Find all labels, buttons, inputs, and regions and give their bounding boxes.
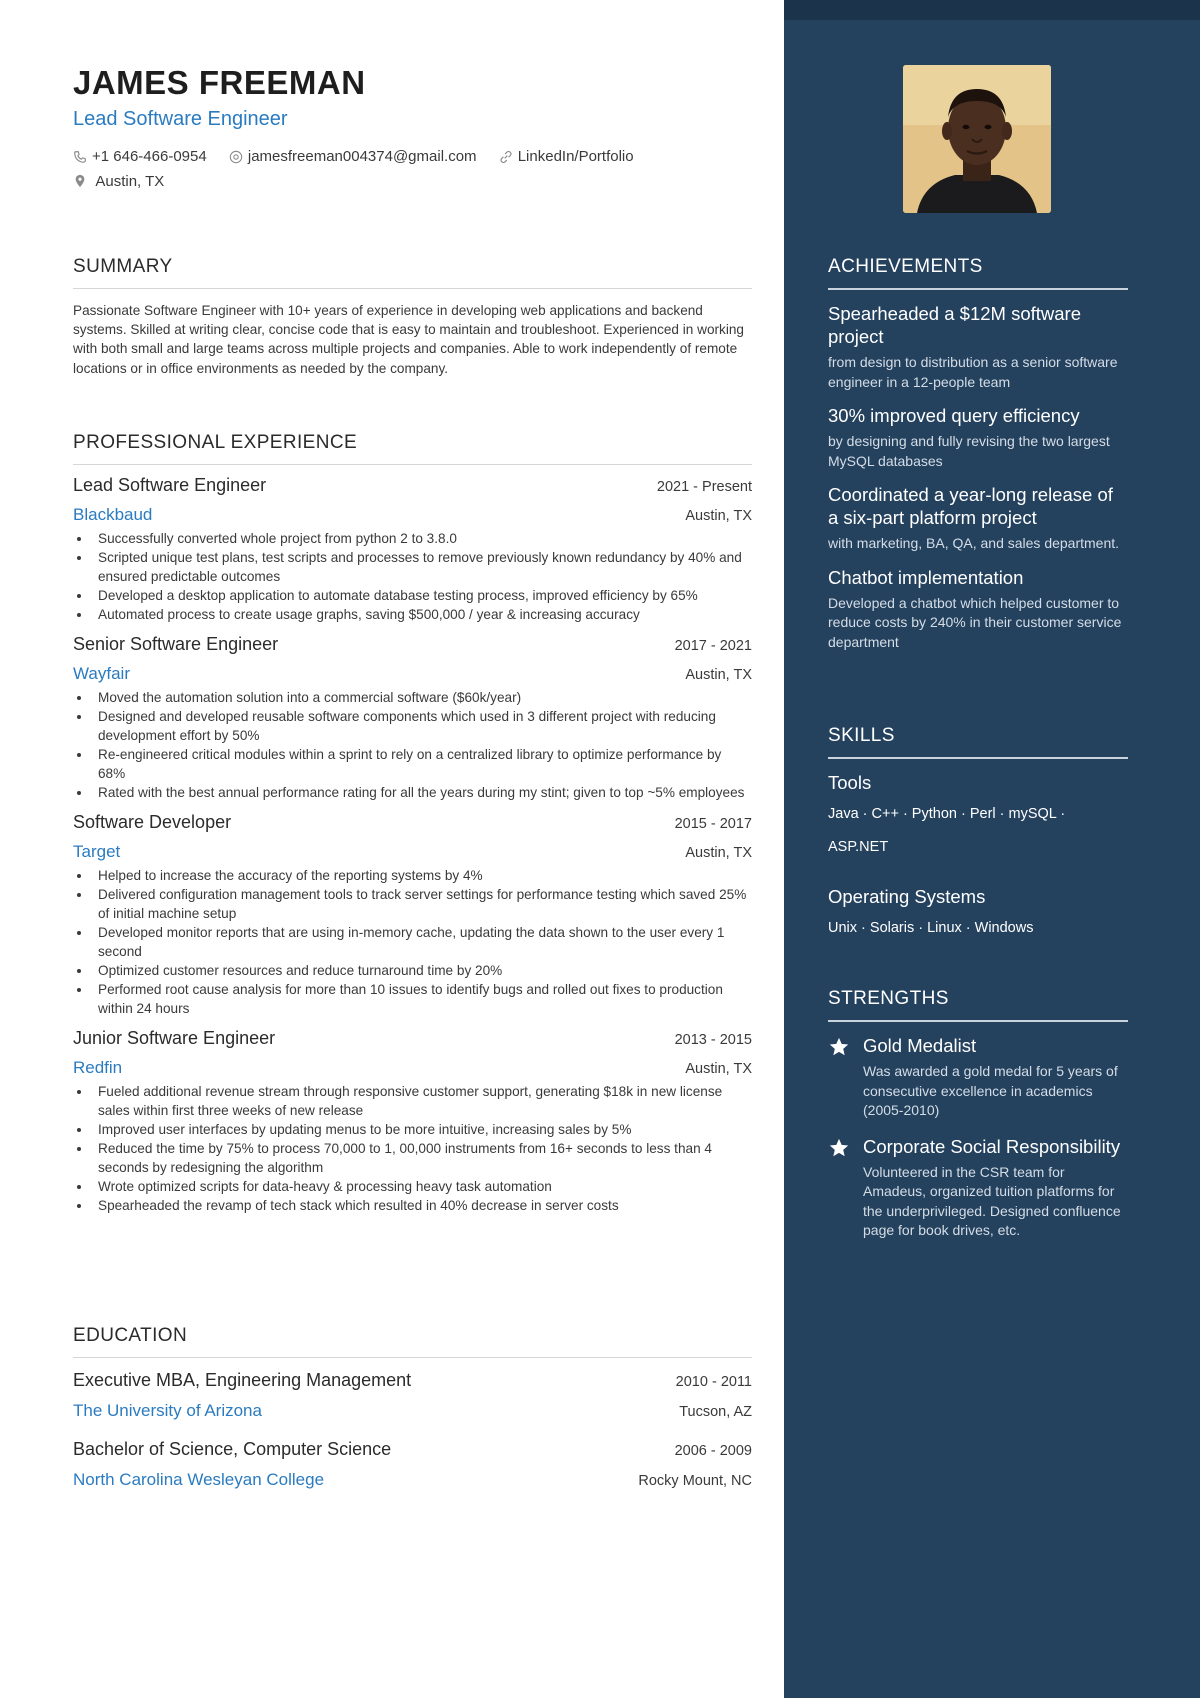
link-text: LinkedIn/Portfolio: [517, 148, 634, 165]
summary-title: SUMMARY: [73, 256, 752, 289]
school-name[interactable]: North Carolina Wesleyan College: [73, 1470, 325, 1489]
contact-phone[interactable]: [73, 146, 207, 168]
achievement-item: [828, 566, 1128, 653]
company-name[interactable]: Redfin: [73, 1058, 123, 1077]
achievement-heading: Spearheaded a $12M software project: [828, 303, 1082, 347]
summary-text: Passionate Software Engineer with 10+ years of experience in developing web applications and backend systems. Skilled at writing clear, concise code that is easy to maintain and troubleshoot. Experienced in working with both small and large teams across multiple projects and companies. Able to work independently of remote locations or in office environments as needed by the company.: [73, 303, 744, 376]
bullet-item: Performed root cause analysis for more than 10 issues to identify bugs and rolled out fixes to production within 24 hours: [98, 980, 752, 1018]
job-title: Senior Software Engineer: [73, 634, 279, 654]
job-dates: 2013 - 2015: [674, 1032, 752, 1048]
achievement-detail: Developed a chatbot which helped customer to reduce costs by 240% in their customer service department: [828, 594, 1122, 650]
skills-title: SKILLS: [828, 725, 1128, 759]
bullet-item: Developed a desktop application to automate database testing process, improved efficiency by 65%: [98, 586, 752, 605]
job-location: Austin, TX: [685, 1061, 752, 1077]
strength-heading: Corporate Social Responsibility: [863, 1135, 1121, 1157]
bullet-item: Fueled additional revenue stream through responsive customer support, generating $18k in new license sales within first three weeks of new release: [98, 1082, 752, 1120]
sidebar-top-band: [784, 0, 1200, 20]
bullet-item: Scripted unique test plans, test scripts and processes to remove previously known redundancy by 40% and ensured predictable outcomes: [98, 548, 752, 586]
bullet-item: Re-engineered critical modules within a sprint to rely on a centralized library to optimize performance by 68%: [98, 745, 752, 783]
skill-group-heading: Tools: [828, 772, 872, 793]
school-name[interactable]: The University of Arizona: [73, 1401, 262, 1420]
email-text: jamesfreeman004374@gmail.com: [247, 148, 477, 165]
achievement-heading: 30% improved query efficiency: [828, 405, 1080, 426]
school-location: Rocky Mount, NC: [638, 1473, 752, 1489]
experience-section: [73, 432, 752, 1215]
strengths-section: [828, 988, 1128, 1241]
job-bullets: [73, 866, 752, 1018]
candidate-role: Lead Software Engineer: [73, 108, 288, 130]
strength-item: [828, 1135, 1128, 1241]
achievements-section: [828, 256, 1128, 652]
sidebar: [784, 0, 1200, 1698]
strength-detail: Was awarded a gold medal for 5 years of consecutive excellence in academics (2005-2010): [863, 1063, 1118, 1118]
at-icon: [229, 150, 243, 164]
contact-location: [73, 171, 734, 193]
profile-photo-image: [903, 65, 1051, 213]
bullet-item: Rated with the best annual performance rating for all the years during my stint; given to top ~5% employees: [98, 783, 752, 802]
contact-email[interactable]: [229, 146, 477, 168]
education-title: EDUCATION: [73, 1325, 752, 1358]
bullet-item: Successfully converted whole project from python 2 to 3.8.0: [98, 529, 752, 548]
job-title: Software Developer: [73, 812, 232, 832]
achievement-detail: from design to distribution as a senior software engineer in a 12-people team: [828, 354, 1118, 390]
job-bullets: [73, 688, 752, 802]
company-name[interactable]: Blackbaud: [73, 505, 153, 524]
summary-section: [73, 256, 752, 378]
education-entry: [73, 1370, 752, 1421]
company-name[interactable]: Wayfair: [73, 664, 130, 683]
job-location: Austin, TX: [685, 667, 752, 683]
achievement-heading: Coordinated a year-long release of a six-part platform project: [828, 484, 1113, 528]
degree-name: Executive MBA, Engineering Management: [73, 1370, 412, 1390]
bullet-item: Wrote optimized scripts for data-heavy & processing heavy task automation: [98, 1177, 752, 1196]
skill-group-heading: Operating Systems: [828, 886, 986, 907]
company-name[interactable]: Target: [73, 842, 121, 861]
achievement-detail: with marketing, BA, QA, and sales department.: [828, 535, 1120, 551]
bullet-item: Spearheaded the revamp of tech stack which resulted in 40% decrease in server costs: [98, 1196, 752, 1215]
education-dates: 2006 - 2009: [674, 1443, 752, 1459]
job-entry: [73, 634, 752, 802]
bullet-item: Delivered configuration management tools to track server settings for performance testing which saved 25% of initial machine setup: [98, 885, 752, 923]
achievement-detail: by designing and fully revising the two largest MySQL databases: [828, 433, 1110, 469]
strengths-title: STRENGTHS: [828, 988, 1128, 1022]
skill-list: Java · C++ · Python · Perl · mySQL · ASP.NET: [828, 806, 1066, 855]
link-icon: [499, 150, 513, 164]
job-location: Austin, TX: [685, 845, 752, 861]
strength-item: [828, 1034, 1128, 1121]
education-dates: 2010 - 2011: [675, 1374, 752, 1390]
bullet-item: Designed and developed reusable software components which used in 3 different project with reducing development effort by 50%: [98, 707, 752, 745]
achievement-item: [828, 404, 1128, 471]
experience-title: PROFESSIONAL EXPERIENCE: [73, 432, 752, 465]
job-entry: [73, 812, 752, 1018]
bullet-item: Improved user interfaces by updating menus to be more intuitive, increasing sales by 5%: [98, 1120, 752, 1139]
achievement-item: [828, 483, 1128, 554]
skills-section: [828, 725, 1128, 945]
location-text: Austin, TX: [95, 173, 165, 190]
achievement-heading: Chatbot implementation: [828, 566, 1024, 588]
education-section: [73, 1325, 752, 1490]
job-bullets: [73, 529, 752, 624]
phone-text: +1 646-466-0954: [92, 148, 207, 165]
job-dates: 2015 - 2017: [674, 816, 752, 832]
skill-list: Unix · Solaris · Linux · Windows: [828, 920, 1034, 936]
contact-link[interactable]: [499, 146, 634, 168]
school-location: Tucson, AZ: [679, 1404, 752, 1420]
achievement-item: [828, 302, 1128, 392]
bullet-item: Reduced the time by 75% to process 70,000 to 1, 00,000 instruments from 16+ seconds to less than 4 seconds by redesigning the algorithm: [98, 1139, 752, 1177]
job-location: Austin, TX: [685, 508, 752, 524]
job-entry: [73, 1028, 752, 1215]
bullet-item: Automated process to create usage graphs, saving $500,000 / year & increasing accuracy: [98, 605, 752, 624]
education-entry: [73, 1439, 752, 1490]
star-icon: [828, 1036, 850, 1058]
job-title: Junior Software Engineer: [73, 1028, 276, 1048]
star-icon: [828, 1137, 850, 1159]
job-title: Lead Software Engineer: [73, 475, 267, 495]
contact-info: [73, 146, 752, 193]
bullet-item: Helped to increase the accuracy of the reporting systems by 4%: [98, 866, 752, 885]
degree-name: Bachelor of Science, Computer Science: [73, 1439, 392, 1459]
candidate-name: JAMES FREEMAN: [73, 64, 366, 101]
strength-detail: Volunteered in the CSR team for Amadeus, organized tuition platforms for the underprivileged. Designed confluence page for book drives, etc.: [863, 1163, 1121, 1238]
bullet-item: Moved the automation solution into a commercial software ($60k/year): [98, 688, 752, 707]
location-pin-icon: [73, 174, 87, 188]
bullet-item: Optimized customer resources and reduce turnaround time by 20%: [98, 961, 752, 980]
job-dates: 2017 - 2021: [674, 638, 752, 654]
achievements-title: ACHIEVEMENTS: [828, 256, 1128, 290]
job-dates: 2021 - Present: [656, 479, 752, 495]
bullet-item: Developed monitor reports that are using in-memory cache, updating the data shown to the user every 1 second: [98, 923, 752, 961]
job-entry: [73, 475, 752, 624]
job-bullets: [73, 1082, 752, 1215]
strength-heading: Gold Medalist: [863, 1035, 977, 1056]
phone-icon: [73, 150, 87, 164]
profile-photo: [903, 65, 1051, 213]
